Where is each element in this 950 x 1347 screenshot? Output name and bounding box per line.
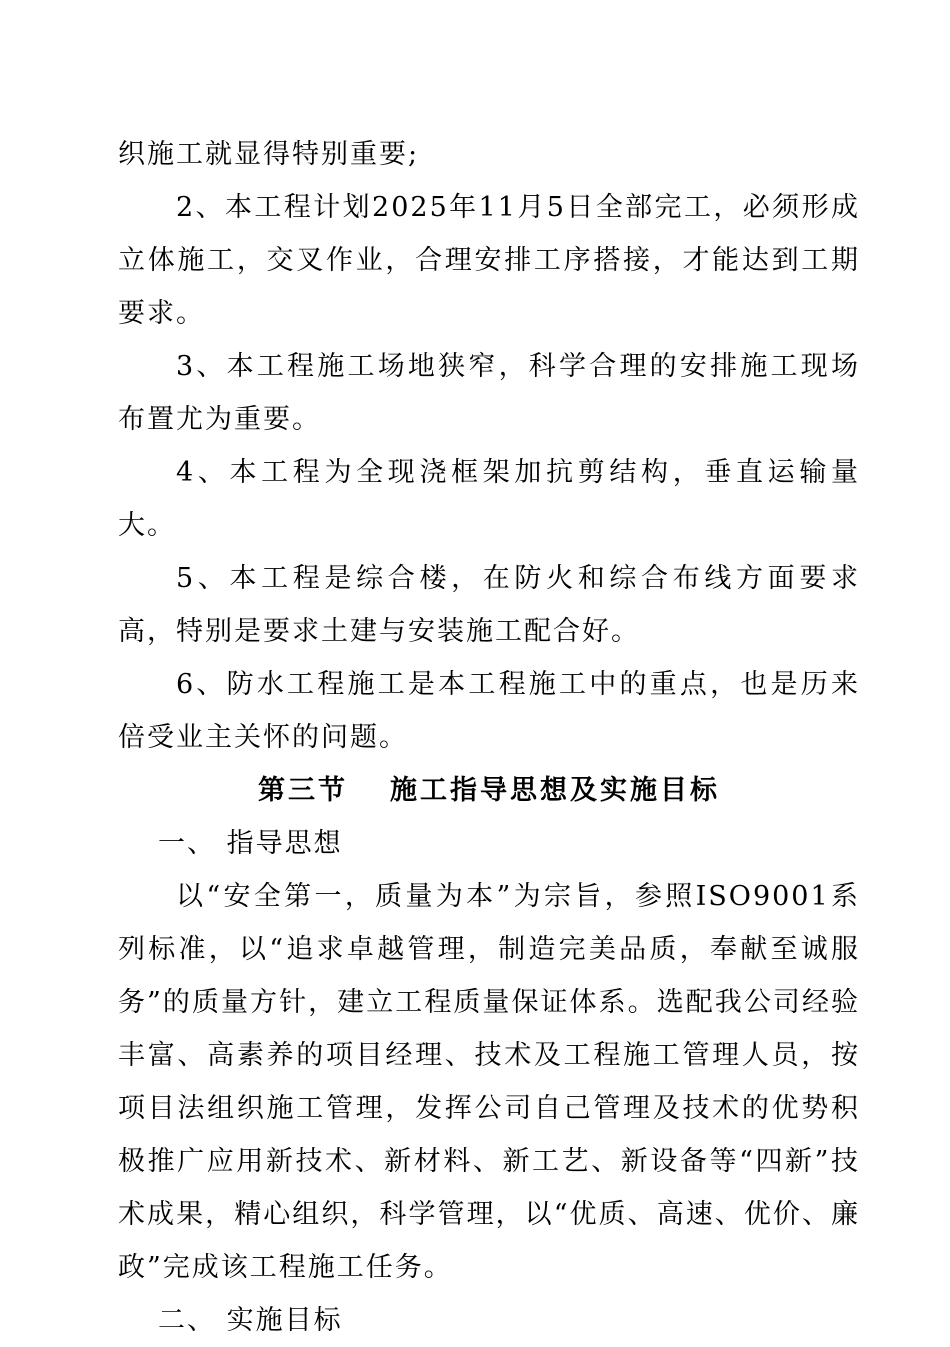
paragraph-item-4: 4、本工程为全现浇框架加抗剪结构，垂直运输量大。: [118, 457, 860, 541]
section-heading: [118, 764, 860, 817]
paragraph-continuation: 织施工就显得特别重要;: [118, 139, 420, 170]
section-number: 第三节: [258, 775, 348, 806]
sub-heading-guiding-thought: 一、 指导思想: [158, 828, 343, 859]
section-title: 施工指导思想及实施目标: [390, 775, 720, 806]
paragraph-item-2: 2、本工程计划2025年11月5日全部完工，必须形成立体施工，交叉作业，合理安排工序搭接，才能达到工期要求。: [118, 192, 860, 329]
paragraph-item-5: 5、本工程是综合楼，在防火和综合布线方面要求高，特别是要求土建与安装施工配合好。: [118, 563, 860, 647]
document-page: [118, 128, 860, 1347]
sub-heading-implementation-goals: 二、 实施目标: [158, 1305, 343, 1336]
paragraph-item-6: 6、防水工程施工是本工程施工中的重点，也是历来倍受业主关怀的问题。: [118, 669, 860, 753]
paragraph-item-3: 3、本工程施工场地狭窄，科学合理的安排施工现场布置尤为重要。: [118, 351, 860, 435]
paragraph-guiding-thought: 以“安全第一，质量为本”为宗旨，参照ISO9001系列标准，以“追求卓越管理，制造完美品质，奉献至诚服务”的质量方针，建立工程质量保证体系。选配我公司经验丰富、高素养的项目经理、技术及工程施工管理人员，按项目法组织施工管理，发挥公司自己管理及技术的优势积极推广应用新技术、新材料、新工艺、新设备等“四新”技术成果，精心组织，科学管理，以“优质、高速、优价、廉政”完成该工程施工任务。: [118, 881, 860, 1283]
